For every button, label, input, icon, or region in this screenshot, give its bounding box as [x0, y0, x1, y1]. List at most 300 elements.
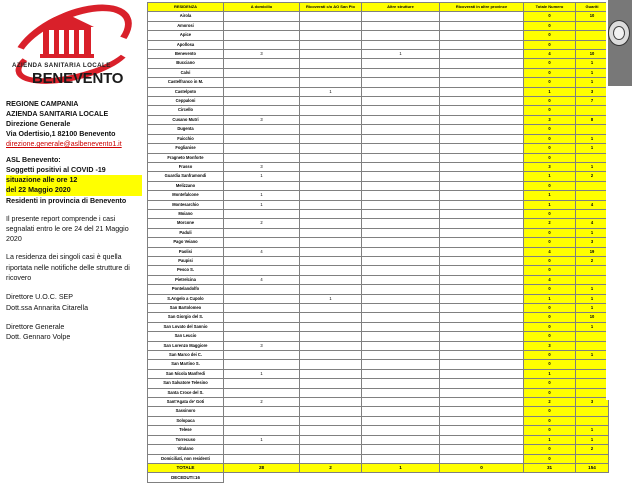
cell-domicilio: 4 [224, 275, 300, 284]
cell-residenza: Dugenta [148, 125, 224, 134]
table-row [148, 426, 609, 435]
cell-altre-province [440, 144, 524, 153]
cell-altre-province [440, 181, 524, 190]
cell-residenza: Faicchio [148, 134, 224, 143]
cell-altre-strutture [362, 200, 440, 209]
cell-altre-strutture [362, 313, 440, 322]
signature-role-2: Direttore Generale [6, 322, 65, 331]
cell-residenza: Foglianise [148, 144, 224, 153]
cell-totale: 0 [524, 228, 576, 237]
cell-altre-province [440, 12, 524, 21]
cell-altre-strutture [362, 256, 440, 265]
cell-altre-province [440, 191, 524, 200]
table-row [148, 398, 609, 407]
cell-totale: 0 [524, 351, 576, 360]
cell-guariti: 2 [576, 445, 609, 454]
cell-altre-province [440, 398, 524, 407]
cell-ao-san-pio [300, 106, 362, 115]
cell-totale: 3 [524, 341, 576, 350]
table-row [148, 162, 609, 171]
cell-altre-strutture [362, 426, 440, 435]
cell-altre-strutture [362, 134, 440, 143]
cell-totale: 4 [524, 50, 576, 59]
cell-totale: 2 [524, 398, 576, 407]
table-row [148, 181, 609, 190]
cell-altre-strutture [362, 115, 440, 124]
cell-guariti: 3 [576, 398, 609, 407]
table-row [148, 153, 609, 162]
cell-altre-province [440, 351, 524, 360]
cell-altre-province [440, 247, 524, 256]
cell-domicilio [224, 78, 300, 87]
cell-altre-province [440, 426, 524, 435]
report-residents-line: Residenti in provincia di Benevento [6, 196, 127, 205]
cell-ao-san-pio [300, 125, 362, 134]
cell-residenza: San Giorgio del S. [148, 313, 224, 322]
cell-altre-strutture [362, 285, 440, 294]
cell-altre-strutture [362, 238, 440, 247]
asl-benevento-logo [6, 6, 142, 92]
cell-altre-strutture [362, 59, 440, 68]
table-row [148, 285, 609, 294]
cell-domicilio [224, 209, 300, 218]
cell-ao-san-pio [300, 200, 362, 209]
cell-altre-province [440, 304, 524, 313]
org-line-region: REGIONE CAMPANIA [6, 100, 79, 108]
cell-domicilio [224, 360, 300, 369]
deceduti-label: DECEDUTI:16 [148, 473, 224, 483]
cell-altre-province [440, 228, 524, 237]
cell-domicilio [224, 238, 300, 247]
cell-residenza: Apice [148, 31, 224, 40]
table-row [148, 407, 609, 416]
totals-ao-san-pio: 2 [300, 463, 362, 473]
cell-residenza: Montefalcone [148, 191, 224, 200]
table-row [148, 266, 609, 275]
cell-totale: 0 [524, 407, 576, 416]
report-note-1: Il presente report comprende i casi segnalati entro le ore 24 del 21 Maggio 2020 [6, 214, 129, 244]
cell-totale: 0 [524, 144, 576, 153]
cell-domicilio [224, 134, 300, 143]
cell-altre-strutture [362, 153, 440, 162]
col-header-residenza: RESIDENZA [148, 3, 224, 12]
cell-domicilio: 1 [224, 200, 300, 209]
cell-residenza: San Leucio [148, 332, 224, 341]
cell-guariti [576, 454, 609, 463]
cell-guariti: 3 [576, 87, 609, 96]
cell-ao-san-pio [300, 266, 362, 275]
cell-guariti: 1 [576, 144, 609, 153]
cell-ao-san-pio [300, 115, 362, 124]
cell-residenza: San Salvatore Telesino [148, 379, 224, 388]
table-row [148, 275, 609, 284]
cell-guariti: 1 [576, 426, 609, 435]
cell-guariti [576, 181, 609, 190]
cell-ao-san-pio [300, 172, 362, 181]
table-body [148, 12, 609, 483]
cell-ao-san-pio [300, 228, 362, 237]
table-row [148, 50, 609, 59]
cell-ao-san-pio [300, 360, 362, 369]
cell-totale: 4 [524, 247, 576, 256]
cell-altre-strutture [362, 68, 440, 77]
cell-residenza: Bucciano [148, 59, 224, 68]
cell-guariti [576, 31, 609, 40]
cell-guariti [576, 40, 609, 49]
cell-totale: 0 [524, 379, 576, 388]
cell-domicilio [224, 68, 300, 77]
table-row [148, 209, 609, 218]
table-row [148, 351, 609, 360]
cell-residenza: Circello [148, 106, 224, 115]
cell-ao-san-pio [300, 162, 362, 171]
cell-altre-province [440, 87, 524, 96]
cell-totale: 0 [524, 332, 576, 341]
cell-altre-province [440, 21, 524, 30]
cell-altre-strutture [362, 388, 440, 397]
table-row [148, 172, 609, 181]
cell-ao-san-pio [300, 78, 362, 87]
totals-guariti: 154 [576, 463, 609, 473]
table-row [148, 97, 609, 106]
cell-totale: 0 [524, 238, 576, 247]
cell-altre-province [440, 275, 524, 284]
cell-guariti [576, 209, 609, 218]
organization-block [6, 99, 142, 148]
cell-guariti [576, 191, 609, 200]
table-row [148, 379, 609, 388]
cell-guariti: 8 [576, 115, 609, 124]
cell-residenza: Apollosa [148, 40, 224, 49]
cell-guariti [576, 379, 609, 388]
cell-residenza: Pontelandolfo [148, 285, 224, 294]
cell-guariti: 4 [576, 219, 609, 228]
table-row [148, 87, 609, 96]
cell-residenza: San Marco dei C. [148, 351, 224, 360]
logo-asl-text: AZIENDA SANITARIA LOCALE [12, 62, 111, 69]
cell-altre-strutture [362, 144, 440, 153]
cell-altre-strutture [362, 322, 440, 331]
cell-residenza: San Nicola Manfredi [148, 369, 224, 378]
cell-residenza: Fragneto Monforte [148, 153, 224, 162]
cell-altre-province [440, 256, 524, 265]
table-row [148, 125, 609, 134]
cell-altre-strutture [362, 416, 440, 425]
cell-totale: 2 [524, 219, 576, 228]
cell-ao-san-pio [300, 388, 362, 397]
report-note-2: La residenza dei singoli casi è quella riportata nelle notifiche delle strutture di ricovero [6, 253, 130, 282]
deceduti-empty-cell [362, 473, 440, 483]
table-row [148, 360, 609, 369]
cell-residenza: Benevento [148, 50, 224, 59]
cell-domicilio [224, 125, 300, 134]
cell-domicilio [224, 313, 300, 322]
cell-domicilio [224, 445, 300, 454]
table-row [148, 238, 609, 247]
cell-altre-strutture [362, 97, 440, 106]
table-row [148, 228, 609, 237]
cell-altre-province [440, 50, 524, 59]
table-row [148, 31, 609, 40]
cell-totale: 0 [524, 416, 576, 425]
table-row [148, 369, 609, 378]
cell-altre-province [440, 40, 524, 49]
table-row [148, 21, 609, 30]
cell-altre-strutture [362, 78, 440, 87]
cell-ao-san-pio [300, 59, 362, 68]
cell-guariti: 1 [576, 228, 609, 237]
cell-domicilio: 3 [224, 50, 300, 59]
cell-totale: 0 [524, 360, 576, 369]
cell-altre-strutture [362, 294, 440, 303]
cell-altre-province [440, 162, 524, 171]
signature-name-1: Dott.ssa Annarita Citarella [6, 303, 89, 312]
cell-ao-san-pio [300, 209, 362, 218]
col-header-altre-strutture: Altre strutture [362, 3, 440, 12]
cell-guariti: 1 [576, 304, 609, 313]
table-row [148, 40, 609, 49]
cell-ao-san-pio [300, 134, 362, 143]
table-row [148, 219, 609, 228]
signature-role-1: Direttore U.O.C. SEP [6, 293, 74, 302]
cell-residenza: Paupisi [148, 256, 224, 265]
table-header-row [148, 3, 609, 12]
cell-totale: 0 [524, 256, 576, 265]
cell-guariti: 4 [576, 200, 609, 209]
cell-guariti: 7 [576, 97, 609, 106]
cell-domicilio [224, 285, 300, 294]
cell-residenza: Moiano [148, 209, 224, 218]
cell-altre-strutture [362, 351, 440, 360]
cell-residenza: Castelpoto [148, 87, 224, 96]
cell-guariti: 1 [576, 322, 609, 331]
cell-altre-province [440, 435, 524, 444]
cell-domicilio [224, 21, 300, 30]
cell-altre-province [440, 209, 524, 218]
cell-altre-strutture [362, 219, 440, 228]
table-row [148, 388, 609, 397]
cell-domicilio [224, 97, 300, 106]
table-row [148, 106, 609, 115]
cell-guariti [576, 106, 609, 115]
cell-residenza: Cusano Mutri [148, 115, 224, 124]
col-header-ao-san-pio: Ricoverati c/o AO San Pio [300, 3, 362, 12]
cell-totale: 1 [524, 191, 576, 200]
cell-ao-san-pio [300, 416, 362, 425]
page-right-margin [606, 0, 632, 400]
cell-domicilio [224, 416, 300, 425]
cell-totale: 0 [524, 78, 576, 87]
cell-altre-province [440, 219, 524, 228]
cell-totale: 0 [524, 388, 576, 397]
cell-ao-san-pio [300, 313, 362, 322]
cell-domicilio [224, 322, 300, 331]
cell-ao-san-pio [300, 435, 362, 444]
cell-domicilio: 1 [224, 435, 300, 444]
cell-domicilio: 3 [224, 115, 300, 124]
cell-altre-strutture [362, 360, 440, 369]
cell-altre-province [440, 134, 524, 143]
cell-domicilio: 2 [224, 398, 300, 407]
cell-ao-san-pio [300, 21, 362, 30]
cell-residenza: Telese [148, 426, 224, 435]
cell-totale: 0 [524, 68, 576, 77]
table-row [148, 454, 609, 463]
cell-totale: 0 [524, 106, 576, 115]
cell-residenza: Amorosi [148, 21, 224, 30]
cell-ao-san-pio [300, 454, 362, 463]
cell-totale: 1 [524, 200, 576, 209]
cell-ao-san-pio: 1 [300, 294, 362, 303]
covid-cases-table-container [147, 2, 608, 480]
cell-residenza: Melizzano [148, 181, 224, 190]
table-row [148, 200, 609, 209]
cell-guariti: 1 [576, 162, 609, 171]
cell-ao-san-pio [300, 445, 362, 454]
cell-totale: 0 [524, 59, 576, 68]
cell-altre-strutture: 1 [362, 50, 440, 59]
cell-totale: 1 [524, 172, 576, 181]
table-row [148, 115, 609, 124]
cell-altre-strutture [362, 228, 440, 237]
cell-residenza: Airola [148, 12, 224, 21]
cell-guariti: 3 [576, 238, 609, 247]
report-datetime-line1: situazione alle ore 12 [6, 175, 142, 185]
cell-residenza: Montesarchio [148, 200, 224, 209]
signature-name-2: Dott. Gennaro Volpe [6, 333, 71, 342]
deceduti-empty-cell [300, 473, 362, 483]
cell-ao-san-pio [300, 68, 362, 77]
cell-guariti: 2 [576, 172, 609, 181]
table-row [148, 304, 609, 313]
table-row [148, 134, 609, 143]
totals-altre-strutture: 1 [362, 463, 440, 473]
cell-altre-strutture [362, 332, 440, 341]
cell-domicilio [224, 106, 300, 115]
cell-totale: 0 [524, 285, 576, 294]
cell-residenza: Guardia Sanframondi [148, 172, 224, 181]
cell-totale: 0 [524, 454, 576, 463]
cell-domicilio [224, 332, 300, 341]
cell-guariti: 10 [576, 50, 609, 59]
cell-totale: 4 [524, 275, 576, 284]
deceduti-empty-cell [224, 473, 300, 483]
cell-domicilio: 2 [224, 219, 300, 228]
cell-altre-strutture [362, 304, 440, 313]
cell-ao-san-pio [300, 322, 362, 331]
table-row [148, 68, 609, 77]
cell-residenza: Morcone [148, 219, 224, 228]
table-deceduti-row [148, 473, 609, 483]
cell-residenza: Santa Croce del S. [148, 388, 224, 397]
signature-block-2 [6, 322, 142, 343]
cell-ao-san-pio [300, 40, 362, 49]
cell-domicilio: 1 [224, 369, 300, 378]
cell-domicilio [224, 304, 300, 313]
cell-guariti: 10 [576, 313, 609, 322]
cell-guariti: 1 [576, 59, 609, 68]
cell-guariti: 1 [576, 68, 609, 77]
cell-guariti: 2 [576, 256, 609, 265]
cell-residenza: San Lovato del Sannio [148, 322, 224, 331]
cell-altre-province [440, 388, 524, 397]
table-row [148, 78, 609, 87]
cell-altre-province [440, 68, 524, 77]
report-heading: ASL Benevento: [6, 156, 61, 165]
totals-totale: 31 [524, 463, 576, 473]
cell-domicilio: 1 [224, 191, 300, 200]
col-header-domicilio: A domicilio [224, 3, 300, 12]
cell-residenza: Pago Veiano [148, 238, 224, 247]
cell-altre-strutture [362, 106, 440, 115]
cell-guariti: 1 [576, 351, 609, 360]
cell-altre-strutture [362, 369, 440, 378]
cell-residenza: Pietrelcina [148, 275, 224, 284]
cell-domicilio: 3 [224, 162, 300, 171]
cell-residenza: Torrecuso [148, 435, 224, 444]
cell-domicilio [224, 351, 300, 360]
cell-altre-strutture [362, 247, 440, 256]
cell-altre-strutture [362, 454, 440, 463]
cell-guariti [576, 21, 609, 30]
cell-totale: 1 [524, 294, 576, 303]
cell-residenza: San Lorenzo Maggiore [148, 341, 224, 350]
totals-altre-province: 0 [440, 463, 524, 473]
cell-domicilio [224, 59, 300, 68]
org-line-asl: AZIENDA SANITARIA LOCALE [6, 110, 109, 119]
cell-altre-strutture [362, 435, 440, 444]
cell-residenza: Calvi [148, 68, 224, 77]
cell-residenza: Vitulano [148, 445, 224, 454]
cell-totale: 0 [524, 181, 576, 190]
cell-domicilio [224, 379, 300, 388]
cell-guariti: 1 [576, 78, 609, 87]
table-row [148, 12, 609, 21]
cell-altre-province [440, 445, 524, 454]
cell-guariti [576, 407, 609, 416]
cell-domicilio [224, 31, 300, 40]
left-info-panel [0, 0, 146, 400]
cell-ao-san-pio [300, 50, 362, 59]
cell-totale: 0 [524, 21, 576, 30]
cell-residenza: S.Angelo a Cupolo [148, 294, 224, 303]
cell-guariti: 19 [576, 247, 609, 256]
cell-domicilio [224, 12, 300, 21]
cell-altre-strutture [362, 445, 440, 454]
cell-altre-province [440, 332, 524, 341]
cell-domicilio: 1 [224, 172, 300, 181]
cell-ao-san-pio [300, 285, 362, 294]
cell-altre-province [440, 266, 524, 275]
table-row [148, 59, 609, 68]
table-row [148, 256, 609, 265]
cell-altre-province [440, 59, 524, 68]
cell-altre-strutture [362, 275, 440, 284]
table-row [148, 191, 609, 200]
deceduti-empty-cell [576, 473, 609, 483]
cell-ao-san-pio [300, 332, 362, 341]
cell-altre-strutture [362, 31, 440, 40]
email-link[interactable]: direzione.generale@aslbenevento1.it [6, 141, 122, 149]
cell-altre-province [440, 115, 524, 124]
col-header-guariti: Guariti [576, 3, 609, 12]
cell-domicilio [224, 228, 300, 237]
cell-ao-san-pio [300, 153, 362, 162]
cell-guariti: 1 [576, 435, 609, 444]
cell-altre-strutture [362, 87, 440, 96]
cell-totale: 0 [524, 322, 576, 331]
cell-totale: 3 [524, 162, 576, 171]
